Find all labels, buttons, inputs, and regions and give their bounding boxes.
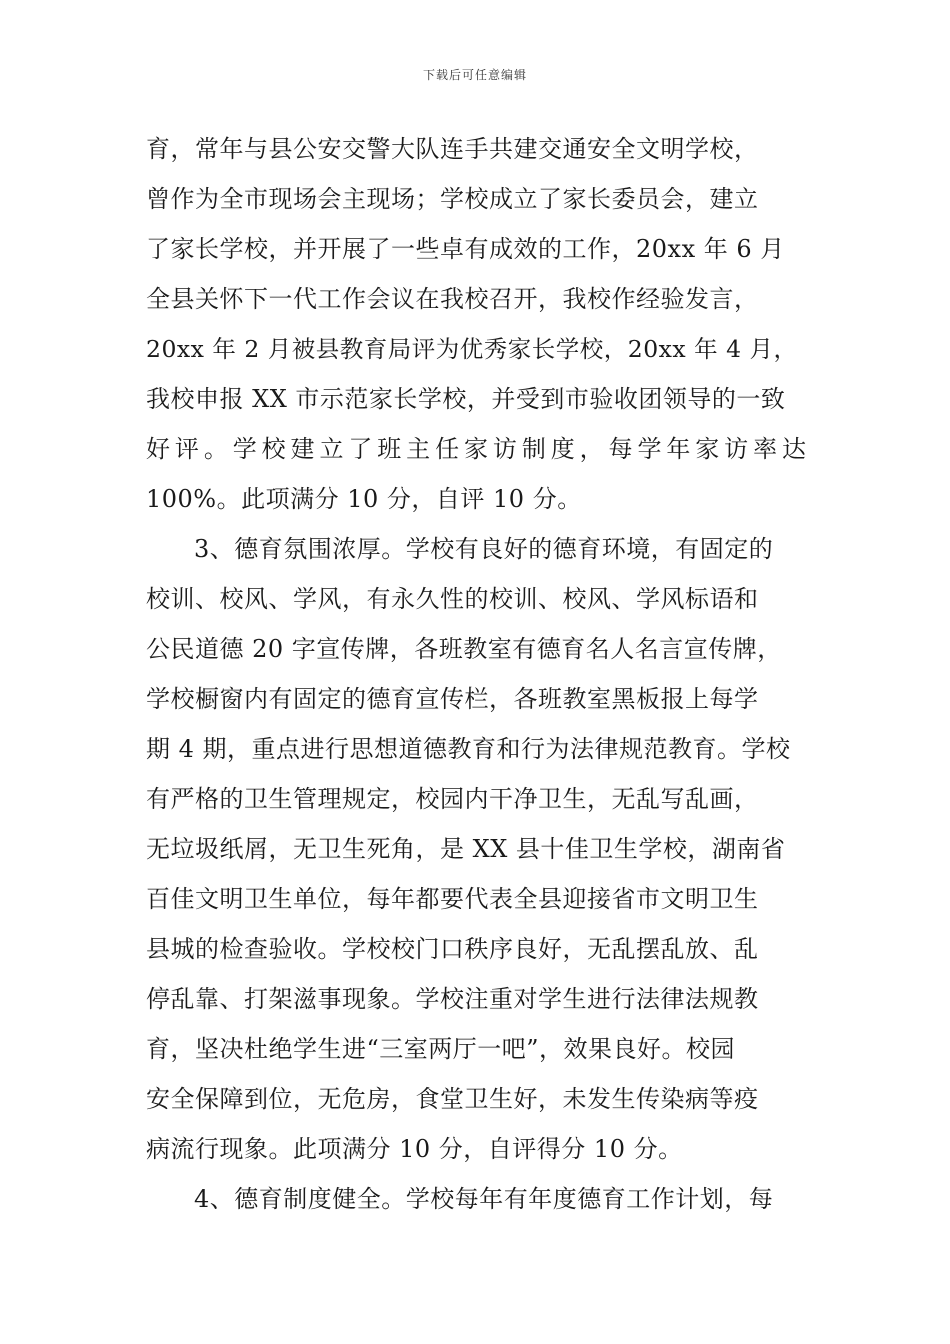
- paragraph-start-line: 4、德育制度健全。学校每年有年度德育工作计划，每: [194, 1185, 774, 1213]
- text-line: 100%。此项满分 10 分，自评 10 分。: [146, 485, 582, 513]
- text-line: 安全保障到位，无危房，食堂卫生好，未发生传染病等疫: [146, 1085, 759, 1113]
- text-line: 育，坚决杜绝学生进“三室两厅一吧”，效果良好。校园: [146, 1035, 736, 1063]
- text-line: 20xx 年 2 月被县教育局评为优秀家长学校，20xx 年 4 月，: [146, 335, 798, 363]
- text-line: 公民道德 20 字宣传牌，各班教室有德育名人名言宣传牌，: [146, 635, 782, 663]
- text-line: 有严格的卫生管理规定，校园内干净卫生，无乱写乱画，: [146, 785, 759, 813]
- text-line: 百佳文明卫生单位，每年都要代表全县迎接省市文明卫生: [146, 885, 759, 913]
- text-line: 我校申报 XX 市示范家长学校，并受到市验收团领导的一致: [146, 385, 786, 413]
- paragraph-start-line: 3、德育氛围浓厚。学校有良好的德育环境，有固定的: [194, 535, 774, 563]
- text-line: 了家长学校，并开展了一些卓有成效的工作，20xx 年 6 月: [146, 235, 785, 263]
- text-line: 好评。学校建立了班主任家访制度，每学年家访率达: [146, 435, 806, 463]
- text-line: 育，常年与县公安交警大队连手共建交通安全文明学校，: [146, 135, 759, 163]
- body-text: [146, 124, 806, 1224]
- text-line: 无垃圾纸屑，无卫生死角，是 XX 县十佳卫生学校，湖南省: [146, 835, 786, 863]
- text-line: 全县关怀下一代工作会议在我校召开，我校作经验发言，: [146, 285, 759, 313]
- text-line: 期 4 期，重点进行思想道德教育和行为法律规范教育。学校: [146, 735, 791, 763]
- text-line: 学校橱窗内有固定的德育宣传栏，各班教室黑板报上每学: [146, 685, 759, 713]
- text-line: 曾作为全市现场会主现场；学校成立了家长委员会，建立: [146, 185, 759, 213]
- text-line: 停乱靠、打架滋事现象。学校注重对学生进行法律法规教: [146, 985, 759, 1013]
- text-line: 校训、校风、学风，有永久性的校训、校风、学风标语和: [146, 585, 759, 613]
- text-line: 县城的检查验收。学校校门口秩序良好，无乱摆乱放、乱: [146, 935, 759, 963]
- header-note: 下载后可任意编辑: [422, 68, 527, 82]
- text-line: 病流行现象。此项满分 10 分，自评得分 10 分。: [146, 1135, 683, 1163]
